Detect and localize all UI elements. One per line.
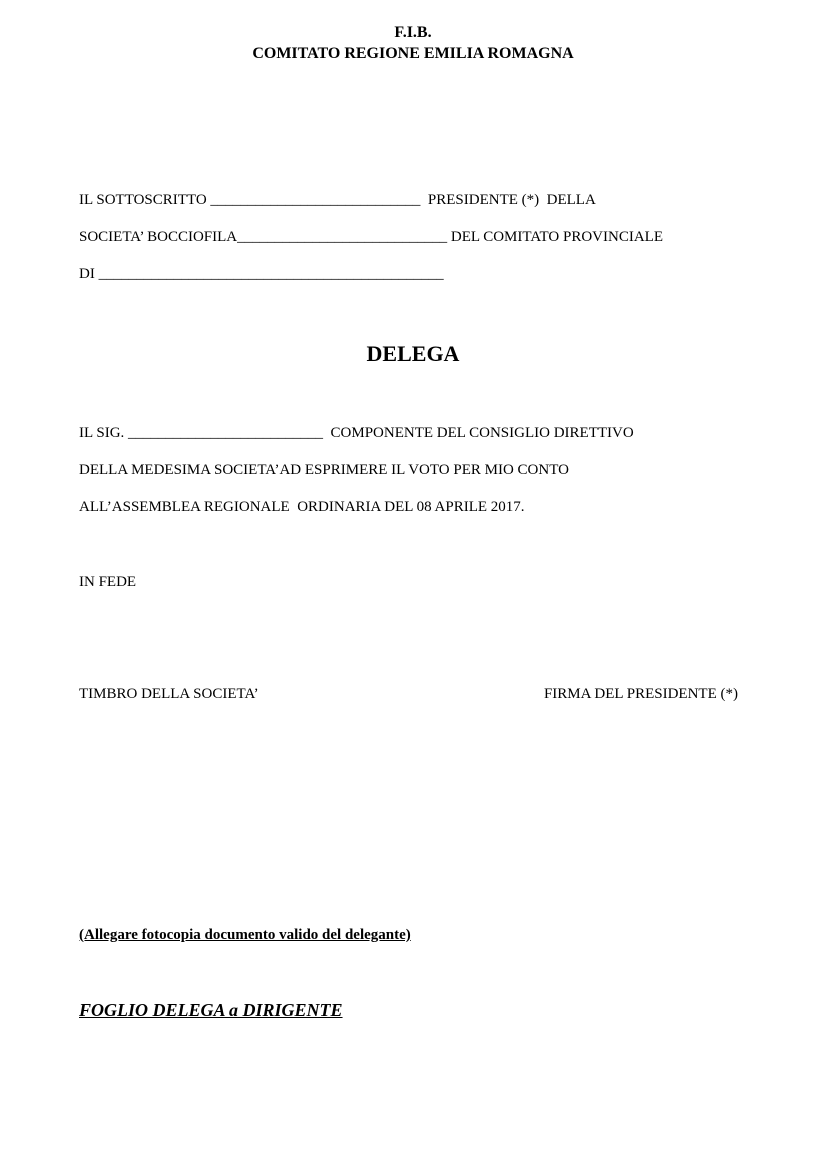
attachment-note: (Allegare fotocopia documento valido del delegante) [79, 927, 411, 943]
declaration-line-1: IL SOTTOSCRITTO ____________________________ PRESIDENTE (*) DELLA [79, 192, 596, 208]
footer-title: FOGLIO DELEGA a DIRIGENTE [79, 1000, 343, 1020]
stamp-label: TIMBRO DELLA SOCIETA’ [79, 686, 259, 702]
president-signature-label: FIRMA DEL PRESIDENTE (*) [543, 686, 738, 702]
declaration-line-3: DI ______________________________________________ [79, 266, 444, 282]
in-fede-label: IN FEDE [79, 574, 137, 590]
org-name: F.I.B. [394, 24, 432, 41]
declaration-line-2: SOCIETA’ BOCCIOFILA____________________________ DEL COMITATO PROVINCIALE [79, 229, 663, 245]
delegate-line-1: IL SIG. __________________________ COMPONENTE DEL CONSIGLIO DIRETTIVO [79, 425, 634, 441]
document-title: DELEGA [366, 341, 460, 366]
committee-name: COMITATO REGIONE EMILIA ROMAGNA [252, 45, 574, 62]
delegate-line-2: DELLA MEDESIMA SOCIETA’AD ESPRIMERE IL VOTO PER MIO CONTO [79, 462, 569, 478]
delegate-line-3: ALL’ASSEMBLEA REGIONALE ORDINARIA DEL 08 APRILE 2017. [79, 499, 525, 515]
